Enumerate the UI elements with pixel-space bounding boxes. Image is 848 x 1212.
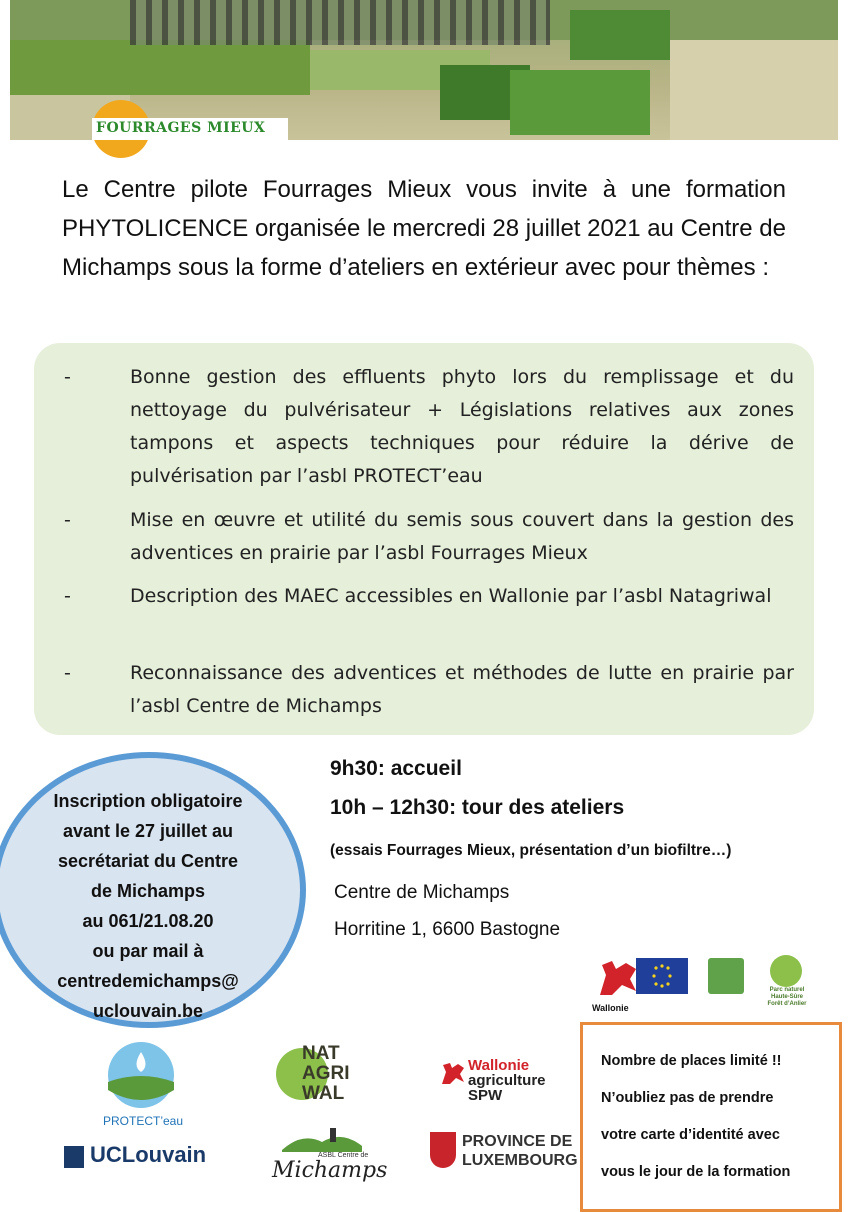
province-text xyxy=(462,1132,578,1170)
themes-box xyxy=(34,343,814,735)
inscription-email: uclouvain.be xyxy=(92,1001,204,1021)
natagriwal-text xyxy=(302,1044,350,1104)
tree-icon xyxy=(770,955,802,987)
wallonie-agriculture-logo xyxy=(438,1058,558,1112)
shield-icon xyxy=(430,1132,456,1168)
parc-line: Parc naturel xyxy=(769,987,805,993)
leader-logo-icon xyxy=(708,958,744,994)
wallonie-agri-line: SPW xyxy=(468,1087,503,1104)
inscription-line: Inscription obligatoire xyxy=(53,791,243,811)
address-street: Horritine 1, 6600 Bastogne xyxy=(334,919,561,940)
village-icon xyxy=(282,1122,362,1152)
bullet-dash: - xyxy=(64,509,71,531)
logo-text: FOURRAGES MIEUX xyxy=(96,120,266,136)
protecteau-label: PROTECT’eau xyxy=(102,1114,184,1128)
schedule-accueil: 9h30: accueil xyxy=(330,757,462,780)
water-drop-icon xyxy=(106,1040,176,1110)
uclouvain-logo xyxy=(64,1142,234,1172)
uclouvain-square-icon xyxy=(64,1146,84,1168)
natagriwal-line: WAL xyxy=(302,1083,345,1104)
address-name: Centre de Michamps xyxy=(334,882,510,903)
theme-text: Description des MAEC accessibles en Wallonie par l’asbl Natagriwal xyxy=(130,585,772,607)
inscription-line: secrétariat du Centre xyxy=(57,851,239,871)
province-luxembourg-logo xyxy=(430,1130,578,1174)
wallonie-agri-line: Wallonie xyxy=(468,1057,530,1074)
natagriwal-line: NAT xyxy=(302,1043,340,1064)
theme-item xyxy=(64,580,794,613)
parc-naturel-logo xyxy=(762,955,812,1013)
michamps-label: Michamps xyxy=(272,1158,388,1183)
fourrages-mieux-logo xyxy=(90,100,290,160)
intro-paragraph: Le Centre pilote Fourrages Mieux vous invite à une formation PHYTOLICENCE organisée le mercredi 28 juillet 2021 au Centre de Michamps sous la forme d’ateliers en extérieur avec pour thèmes : xyxy=(62,176,786,281)
parc-line: Forêt d’Anlier xyxy=(767,1001,807,1007)
michamps-sub-label: ASBL Centre de xyxy=(318,1152,369,1159)
theme-item xyxy=(64,657,794,723)
wallonie-agri-line: agriculture xyxy=(468,1072,546,1089)
inscription-phone: au 061/21.08.20 xyxy=(82,911,214,931)
natagriwal-line: AGRI xyxy=(302,1063,350,1084)
centre-michamps-logo xyxy=(272,1122,388,1184)
notice-line: votre carte d’identité avec xyxy=(601,1127,780,1143)
theme-item xyxy=(64,504,794,570)
notice-text xyxy=(601,1043,831,1191)
inscription-line: avant le 27 juillet au xyxy=(62,821,234,841)
province-line: LUXEMBOURG xyxy=(462,1152,578,1169)
protecteau-logo xyxy=(98,1040,188,1130)
eu-flag-icon xyxy=(636,958,688,994)
notice-box xyxy=(580,1022,842,1212)
bullet-dash: - xyxy=(64,585,71,607)
wallonie-label: Wallonie xyxy=(592,1003,629,1013)
inscription-circle xyxy=(0,752,306,1028)
theme-text: Reconnaissance des adventices et méthodes de lutte en prairie par l’asbl Centre de Michamps xyxy=(130,662,794,717)
province-line: PROVINCE DE xyxy=(462,1133,573,1150)
notice-line: Nombre de places limité !! xyxy=(601,1053,782,1069)
inscription-line: ou par mail à xyxy=(92,941,204,961)
bullet-dash: - xyxy=(64,366,71,388)
inscription-line: de Michamps xyxy=(90,881,206,901)
theme-text: Mise en œuvre et utilité du semis sous couvert dans la gestion des adventices en prairie par l’asbl Fourrages Mieux xyxy=(130,509,794,564)
schedule-ateliers: 10h – 12h30: tour des ateliers xyxy=(330,796,625,819)
theme-item xyxy=(64,361,794,493)
schedule-details: (essais Fourrages Mieux, présentation d’un biofiltre…) xyxy=(330,842,732,859)
parc-line: Haute-Sûre xyxy=(770,994,803,1000)
theme-text: Bonne gestion des effluents phyto lors du remplissage et du nettoyage du pulvérisateur + Législations relatives aux zones tampons et aspects techniques pour réduire la dérive de pulvérisation par l’asbl PROTECT’eau xyxy=(130,366,794,487)
notice-line: N’oubliez pas de prendre xyxy=(601,1090,774,1106)
inscription-email: centredemichamps@ xyxy=(57,971,239,991)
uclouvain-label: UCLouvain xyxy=(90,1142,207,1167)
natagriwal-logo xyxy=(276,1038,376,1108)
inscription-text xyxy=(18,786,278,1026)
parc-label xyxy=(762,987,812,1008)
notice-line: vous le jour de la formation xyxy=(601,1164,791,1180)
bullet-dash: - xyxy=(64,662,71,684)
rooster-icon xyxy=(438,1060,466,1088)
wallonie-agri-text xyxy=(468,1058,546,1103)
